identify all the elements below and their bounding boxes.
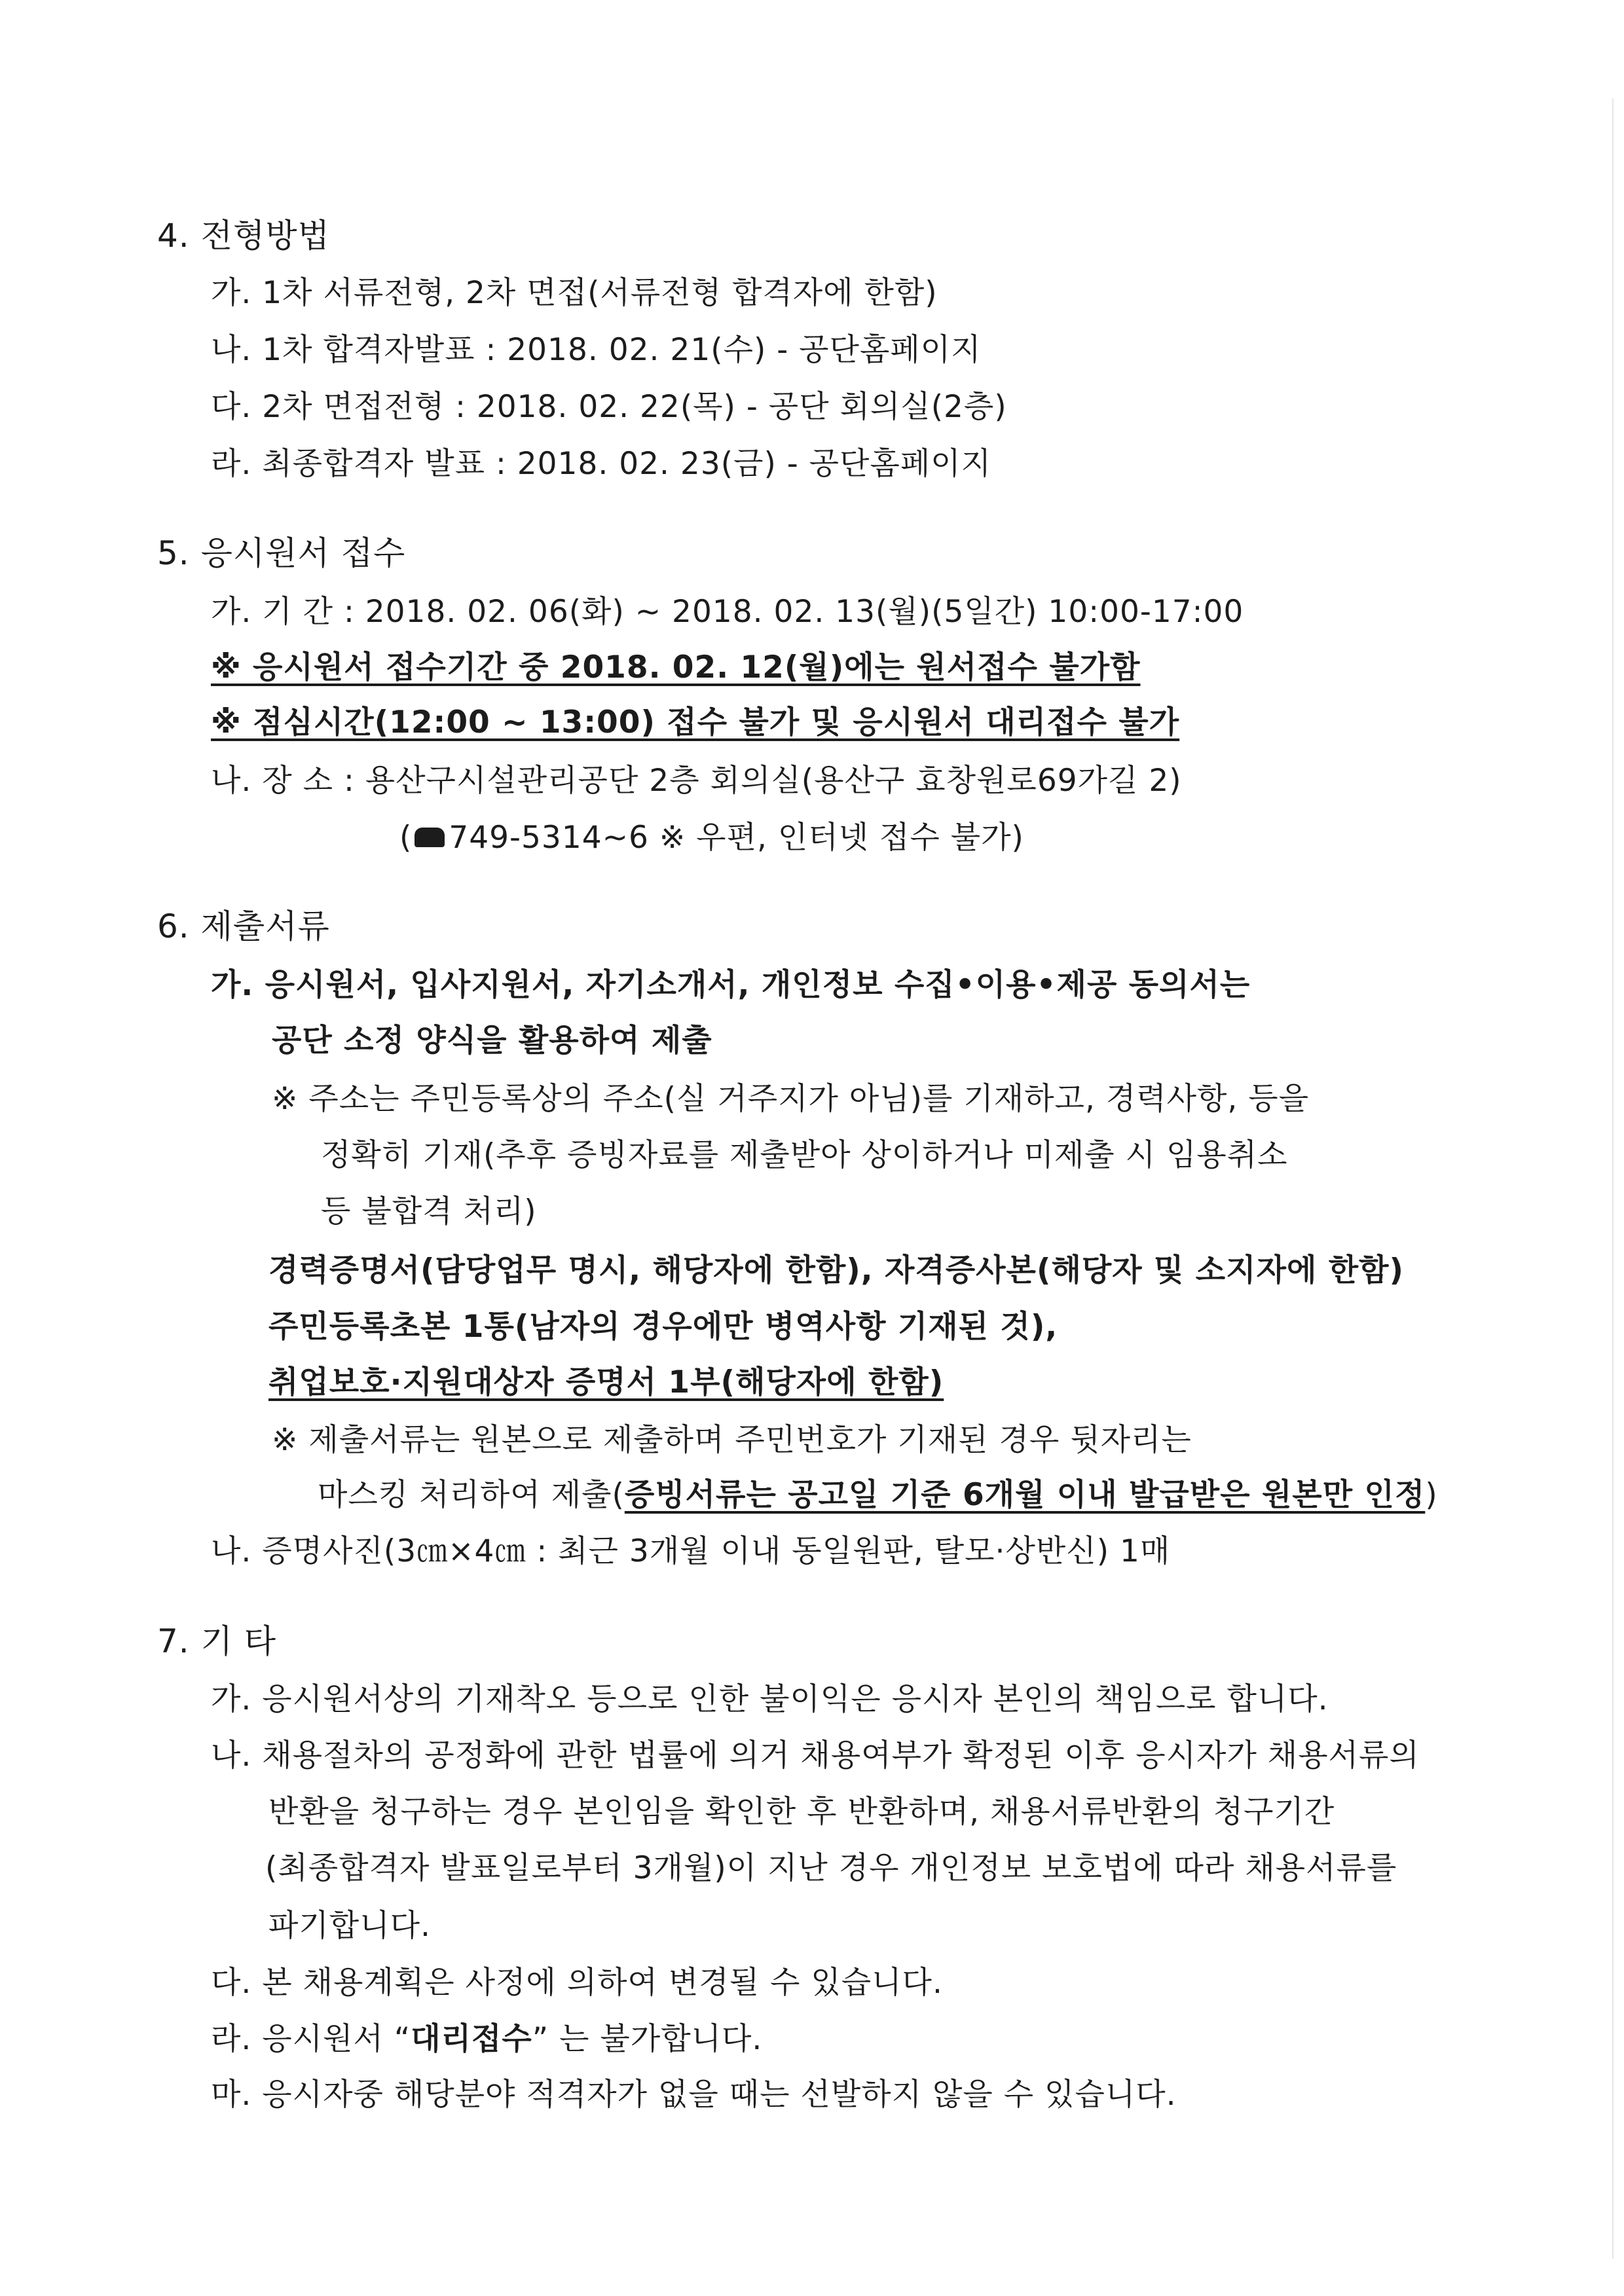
section-5-item-ga: 가. 기 간 : 2018. 02. 06(화) ~ 2018. 02. 13(월)(5일간) 10:00-17:00 bbox=[211, 594, 1244, 630]
section-7-item-na-line1: 나. 채용절차의 공정화에 관한 법률에 의거 채용여부가 확정된 이후 응시자가 채용서류의 bbox=[211, 1738, 1420, 1774]
page-edge-line bbox=[1612, 98, 1614, 2259]
section-5-contact bbox=[399, 818, 1024, 858]
contact-open: ( bbox=[399, 820, 413, 856]
section-5-note-2: ※ 점심시간(12:00 ~ 13:00) 접수 불가 및 응시원서 대리접수 불가 bbox=[211, 704, 1180, 740]
section-6-note-a-line3: 등 불합격 처리) bbox=[321, 1194, 537, 1230]
section-7-item-na-line2: 반환을 청구하는 경우 본인임을 확인한 후 반환하며, 채용서류반환의 청구기간 bbox=[268, 1794, 1335, 1830]
section-7-item-da: 다. 본 채용계획은 사정에 의하여 변경될 수 있습니다. bbox=[211, 1965, 943, 2001]
section-4-item-da: 다. 2차 면접전형 : 2018. 02. 22(목) - 공단 회의실(2층) bbox=[211, 389, 1007, 425]
section-7-item-na-line3: (최종합격자 발표일로부터 3개월)이 지난 경우 개인정보 보호법에 따라 채용서류를 bbox=[265, 1850, 1397, 1886]
section-5-item-na: 나. 장 소 : 용산구시설관리공단 2층 회의실(용산구 효창원로69가길 2) bbox=[211, 763, 1182, 799]
section-7-item-ma: 마. 응시자중 해당분야 적격자가 없을 때는 선발하지 않을 수 있습니다. bbox=[211, 2077, 1177, 2113]
section-6-doc-1: 경력증명서(담당업무 명시, 해당자에 한함), 자격증사본(해당자 및 소지자에 한함) bbox=[268, 1252, 1405, 1288]
section-6-note-a-line1: ※ 주소는 주민등록상의 주소(실 거주지가 아님)를 기재하고, 경력사항, 등을 bbox=[272, 1081, 1310, 1117]
item-ra-bold: 대리접수 bbox=[411, 2021, 532, 2057]
section-6-note-b-line2 bbox=[318, 1476, 1438, 1515]
section-6-note-b-line1: ※ 제출서류는 원본으로 제출하며 주민번호가 기재된 경우 뒷자리는 bbox=[272, 1422, 1192, 1458]
section-6-note-a-line2: 정확히 기재(추후 증빙자료를 제출받아 상이하거나 미제출 시 임용취소 bbox=[321, 1137, 1288, 1173]
section-6-item-ga-line2: 공단 소정 양식을 활용하여 제출 bbox=[272, 1023, 712, 1059]
item-ra-prefix: 라. 응시원서 “ bbox=[211, 2021, 411, 2057]
phone-icon bbox=[415, 828, 445, 847]
section-7-title: 7. 기 타 bbox=[157, 1622, 277, 1660]
section-5-note-1: ※ 응시원서 접수기간 중 2018. 02. 12(월)에는 원서접수 불가함 bbox=[211, 649, 1141, 685]
section-5-title: 5. 응시원서 접수 bbox=[157, 534, 406, 572]
item-ra-suffix: ” 는 불가합니다. bbox=[532, 2021, 763, 2057]
section-6-doc-3: 취업보호·지원대상자 증명서 1부(해당자에 한함) bbox=[268, 1364, 944, 1400]
section-6-title: 6. 제출서류 bbox=[157, 907, 330, 945]
section-4-item-na: 나. 1차 합격자발표 : 2018. 02. 21(수) - 공단홈페이지 bbox=[211, 332, 982, 368]
section-7-item-na-line4: 파기합니다. bbox=[268, 1908, 431, 1944]
section-4-item-ra: 라. 최종합격자 발표 : 2018. 02. 23(금) - 공단홈페이지 bbox=[211, 446, 992, 482]
note-b-suffix: ) bbox=[1425, 1477, 1438, 1513]
note-b-underlined: 증빙서류는 공고일 기준 6개월 이내 발급받은 원본만 인정 bbox=[624, 1477, 1426, 1513]
note-b-prefix: 마스킹 처리하여 제출( bbox=[318, 1477, 625, 1513]
section-4-title: 4. 전형방법 bbox=[157, 217, 330, 255]
contact-text: 749-5314~6 ※ 우편, 인터넷 접수 불가) bbox=[449, 820, 1024, 856]
section-4-item-ga: 가. 1차 서류전형, 2차 면접(서류전형 합격자에 한함) bbox=[211, 275, 938, 311]
section-7-item-ga: 가. 응시원서상의 기재착오 등으로 인한 불이익은 응시자 본인의 책임으로 합니다. bbox=[211, 1681, 1329, 1717]
section-6-item-ga-line1: 가. 응시원서, 입사지원서, 자기소개서, 개인정보 수집•이용•제공 동의서는 bbox=[211, 967, 1251, 1003]
section-7-item-ra bbox=[211, 2020, 762, 2059]
section-6-doc-2: 주민등록초본 1통(남자의 경우에만 병역사항 기재된 것), bbox=[268, 1309, 1058, 1345]
section-6-item-na: 나. 증명사진(3㎝×4㎝ : 최근 3개월 이내 동일원판, 탈모·상반신) 1매 bbox=[211, 1533, 1171, 1569]
